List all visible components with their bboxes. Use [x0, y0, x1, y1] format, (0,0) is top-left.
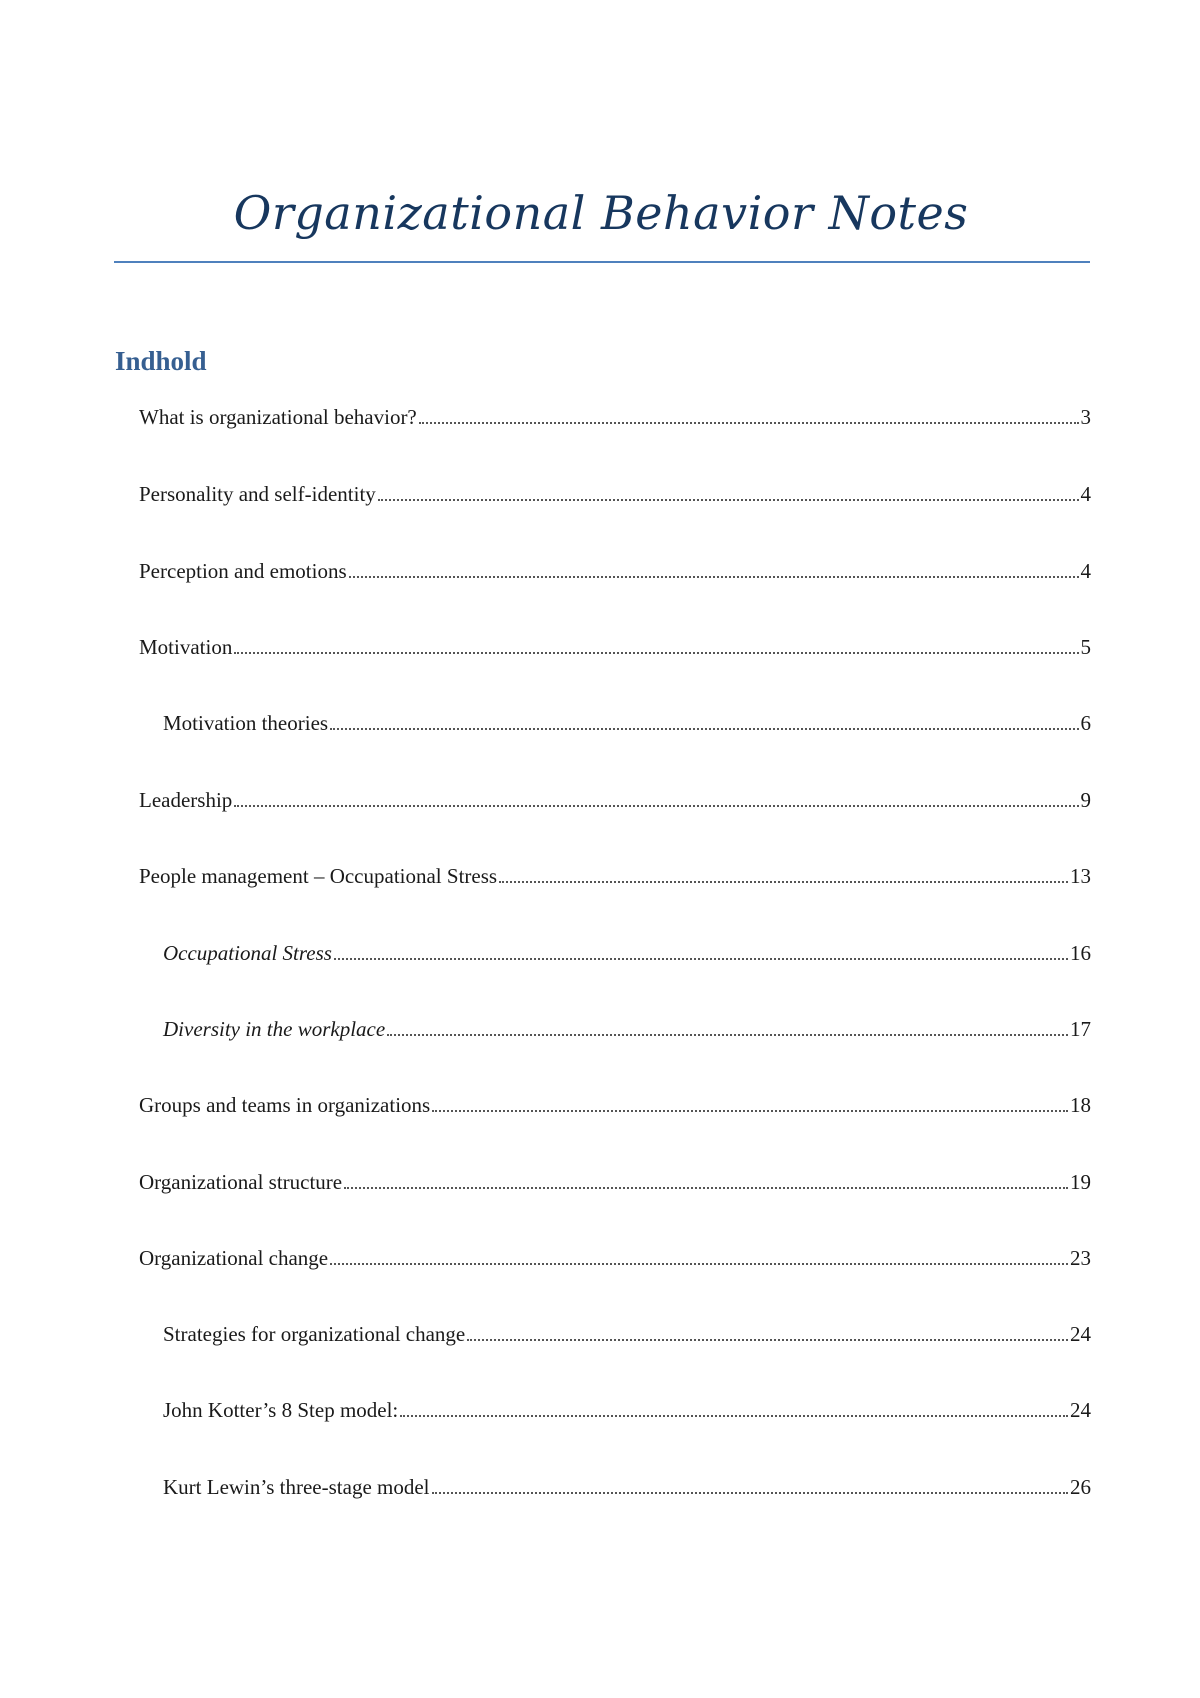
toc-entry-label: Organizational structure	[139, 1170, 343, 1194]
toc-entry-page: 24	[1070, 1398, 1091, 1422]
toc-entry-page: 13	[1070, 864, 1091, 888]
toc-entry[interactable]	[139, 866, 1091, 887]
toc-entry-page: 3	[1080, 405, 1091, 429]
toc-entry-label: Strategies for organizational change	[163, 1322, 466, 1346]
document-title: Organizational Behavior Notes	[233, 186, 969, 240]
toc-entry[interactable]	[139, 1172, 1091, 1193]
toc-entry-label: Occupational Stress	[163, 941, 332, 965]
toc-entry-label: Personality and self-identity	[139, 482, 376, 506]
toc-entry-page: 4	[1080, 559, 1091, 583]
toc-entry-page: 4	[1080, 482, 1091, 506]
toc-entry[interactable]	[163, 1400, 1091, 1421]
toc-entry-page: 24	[1070, 1322, 1091, 1346]
dot-leader	[378, 499, 1079, 501]
toc-entry-label: Motivation theories	[163, 711, 329, 735]
toc-entry-label: What is organizational behavior?	[139, 405, 417, 429]
dot-leader	[419, 422, 1079, 424]
toc-entry[interactable]	[139, 407, 1091, 428]
toc-entry[interactable]	[163, 1477, 1091, 1498]
dot-leader	[234, 805, 1078, 807]
toc-entry-label: Groups and teams in organizations	[139, 1093, 431, 1117]
toc-entry-page: 5	[1080, 635, 1091, 659]
toc-entry-label: John Kotter’s 8 Step model:	[163, 1398, 399, 1422]
toc-entry-page: 17	[1070, 1017, 1091, 1041]
title-underline	[114, 261, 1090, 263]
toc-heading: Indhold	[115, 346, 207, 376]
toc-entry[interactable]	[139, 561, 1091, 582]
dot-leader	[400, 1415, 1068, 1417]
toc-entry-page: 26	[1070, 1475, 1091, 1499]
toc-entry-label: Organizational change	[139, 1246, 329, 1270]
toc-entry-page: 19	[1070, 1170, 1091, 1194]
toc-entry-page: 6	[1080, 711, 1091, 735]
toc-entry[interactable]	[163, 1324, 1091, 1345]
dot-leader	[344, 1187, 1068, 1189]
dot-leader	[234, 652, 1078, 654]
dot-leader	[432, 1110, 1068, 1112]
toc-entry[interactable]	[139, 1248, 1091, 1269]
dot-leader	[387, 1034, 1068, 1036]
toc-entry[interactable]	[139, 790, 1091, 811]
dot-leader	[334, 958, 1068, 960]
dot-leader	[349, 576, 1079, 578]
toc-entry-label: Motivation	[139, 635, 233, 659]
toc-entry-page: 9	[1080, 788, 1091, 812]
toc-entry-label: Perception and emotions	[139, 559, 347, 583]
toc-entry[interactable]	[163, 1019, 1091, 1040]
toc-entry-label: People management – Occupational Stress	[139, 864, 498, 888]
dot-leader	[330, 1263, 1068, 1265]
dot-leader	[432, 1492, 1069, 1494]
toc-entry-page: 18	[1070, 1093, 1091, 1117]
toc-entry[interactable]	[163, 713, 1091, 734]
toc-entry[interactable]	[139, 484, 1091, 505]
toc-entry-page: 16	[1070, 941, 1091, 965]
toc-entry-label: Diversity in the workplace	[163, 1017, 386, 1041]
toc-entry-label: Leadership	[139, 788, 233, 812]
dot-leader	[499, 881, 1068, 883]
dot-leader	[330, 728, 1078, 730]
toc-entry-label: Kurt Lewin’s three-stage model	[163, 1475, 430, 1499]
toc-entry[interactable]	[139, 1095, 1091, 1116]
toc-entry[interactable]	[163, 943, 1091, 964]
toc-entry-page: 23	[1070, 1246, 1091, 1270]
dot-leader	[467, 1339, 1068, 1341]
toc-entry[interactable]	[139, 637, 1091, 658]
